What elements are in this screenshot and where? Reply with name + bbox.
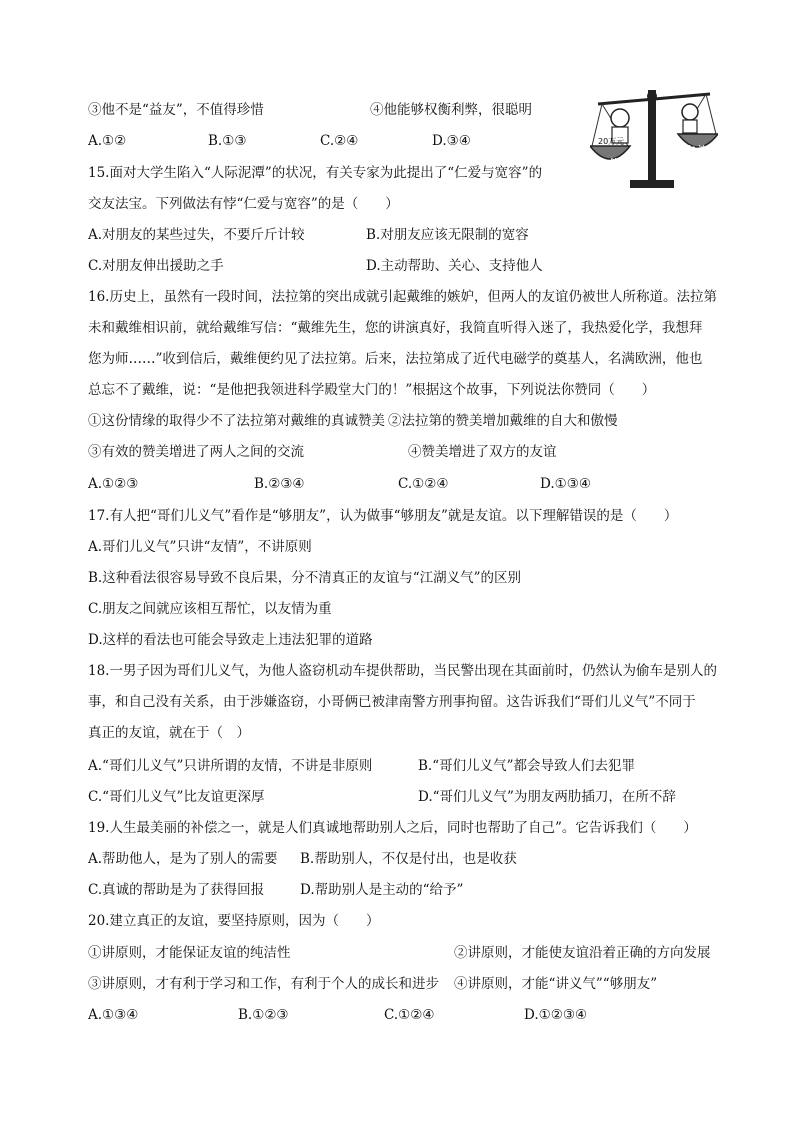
q16-choice-d: D.①③④ — [540, 476, 591, 492]
balance-scale-cartoon — [590, 82, 718, 190]
q19-stem-line1: 19.人生最美丽的补偿之一，就是人们真诚地帮助别人之后，同时也帮助了自己”。它告诉我们（ ） — [88, 820, 697, 836]
q20-choice-c: C.①②④ — [384, 1007, 435, 1023]
q20-choice-d: D.①②③④ — [524, 1007, 588, 1023]
q19-choice-b: B.帮助别人，不仅是付出，也是收获 — [300, 851, 517, 867]
cartoon-friendship-label: 友 谊 — [686, 146, 708, 156]
q18-choice-a: A.“哥们儿义气”只讲所谓的友情，不讲是非原则 — [88, 758, 373, 774]
q14-choice-c: C.②④ — [320, 133, 359, 149]
q20-choice-b: B.①②③ — [238, 1007, 289, 1023]
q15-choice-c: C.对朋友伸出援助之手 — [88, 258, 224, 274]
q15-choice-b: B.对朋友应该无限制的宽容 — [366, 227, 529, 243]
q15-stem-line2: 交友法宝。下列做法有悖“仁爱与宽容”的是（ ） — [88, 196, 399, 212]
q18-stem-line2: 事，和自己没有关系，由于涉嫌盗窃，小哥俩已被津南警方刑事拘留。这告诉我们“哥们儿义气”不同于 — [88, 694, 696, 710]
q16-choice-b: B.②③④ — [254, 476, 305, 492]
q17-choice-d: D.这样的看法也可能会导致走上违法犯罪的道路 — [88, 632, 373, 648]
q14-choice-d: D.③④ — [432, 133, 471, 149]
q14-statement-3: ③他不是“益友”，不值得珍惜 — [88, 102, 264, 118]
q14-choice-a: A.①② — [88, 133, 127, 149]
q20-choice-a: A.①③④ — [88, 1007, 139, 1023]
q16-statement-4: ④赞美增进了双方的友谊 — [408, 444, 557, 460]
q17-choice-b: B.这种看法很容易导致不良后果，分不清真正的友谊与“江湖义气”的区别 — [88, 570, 522, 586]
q20-statement-4: ④讲原则，才能“讲义气”“够朋友” — [454, 976, 658, 992]
q15-stem-line1: 15.面对大学生陷入“人际泥潭”的状况，有关专家为此提出了“仁爱与宽容”的 — [88, 165, 543, 181]
q17-stem-line1: 17.有人把“哥们儿义气”看作是“够朋友”，认为做事“够朋友”就是友谊。以下理解错误的是（ ） — [88, 508, 678, 524]
q15-choice-a: A.对朋友的某些过失，不要斤斤计较 — [88, 227, 305, 243]
q18-stem-line1: 18.一男子因为哥们儿义气，为他人盗窃机动车提供帮助，当民警出现在其面前时，仍然认为偷车是别人的 — [88, 663, 717, 679]
q20-stem-line1: 20.建立真正的友谊，要坚持原则，因为（ ） — [88, 913, 380, 929]
q19-choice-a: A.帮助他人，是为了别人的需要 — [88, 851, 278, 867]
cartoon-money-amount: 20万元 — [598, 137, 625, 146]
q18-choice-b: B.“哥们儿义气”都会导致人们去犯罪 — [418, 758, 636, 774]
q18-stem-line3: 真正的友谊，就在于（ ） — [88, 725, 250, 741]
q16-stem-line1: 16.历史上，虽然有一段时间，法拉第的突出成就引起戴维的嫉妒，但两人的友谊仍被世人所称道。法拉第 — [88, 289, 717, 305]
q17-choice-a: A.哥们儿义气”只讲“友情”，不讲原则 — [88, 539, 312, 555]
q20-statement-2: ②讲原则，才能使友谊沿着正确的方向发展 — [454, 945, 711, 961]
q14-statement-4: ④他能够权衡利弊，很聪明 — [370, 102, 532, 118]
q20-statement-3: ③讲原则，才有利于学习和工作，有利于个人的成长和进步 — [88, 976, 439, 992]
q16-statement-1: ①这份情缘的取得少不了法拉第对戴维的真诚赞美 — [88, 413, 385, 429]
q16-statement-3: ③有效的赞美增进了两人之间的交流 — [88, 444, 304, 460]
q20-statement-1: ①讲原则，才能保证友谊的纯洁性 — [88, 945, 291, 961]
q19-choice-c: C.真诚的帮助是为了获得回报 — [88, 882, 265, 898]
q16-stem-line4: 总忘不了戴维，说：“是他把我领进科学殿堂大门的！”根据这个故事，下列说法你赞同（ ） — [88, 382, 656, 398]
q16-choice-a: A.①②③ — [88, 476, 139, 492]
q18-choice-c: C.“哥们儿义气”比友谊更深厚 — [88, 789, 265, 805]
q16-statement-2: ②法拉第的赞美增加戴维的自大和傲慢 — [388, 413, 618, 429]
cartoon-money-label: 金 钱 — [598, 159, 620, 169]
q19-choice-d: D.帮助别人是主动的“给予” — [300, 882, 464, 898]
q16-choice-c: C.①②④ — [398, 476, 449, 492]
q16-stem-line3: 您为师……”收到信后，戴维便约见了法拉第。后来，法拉第成了近代电磁学的奠基人，名满欧洲，他也 — [88, 351, 703, 367]
q18-choice-d: D.“哥们儿义气”为朋友两肋插刀，在所不辞 — [418, 789, 676, 805]
q15-choice-d: D.主动帮助、关心、支持他人 — [366, 258, 543, 274]
q14-choice-b: B.①③ — [208, 133, 247, 149]
q17-choice-c: C.朋友之间就应该相互帮忙，以友情为重 — [88, 601, 332, 617]
q16-stem-line2: 未和戴维相识前，就给戴维写信：“戴维先生，您的讲演真好，我简直听得入迷了，我热爱化学，我想拜 — [88, 320, 703, 336]
